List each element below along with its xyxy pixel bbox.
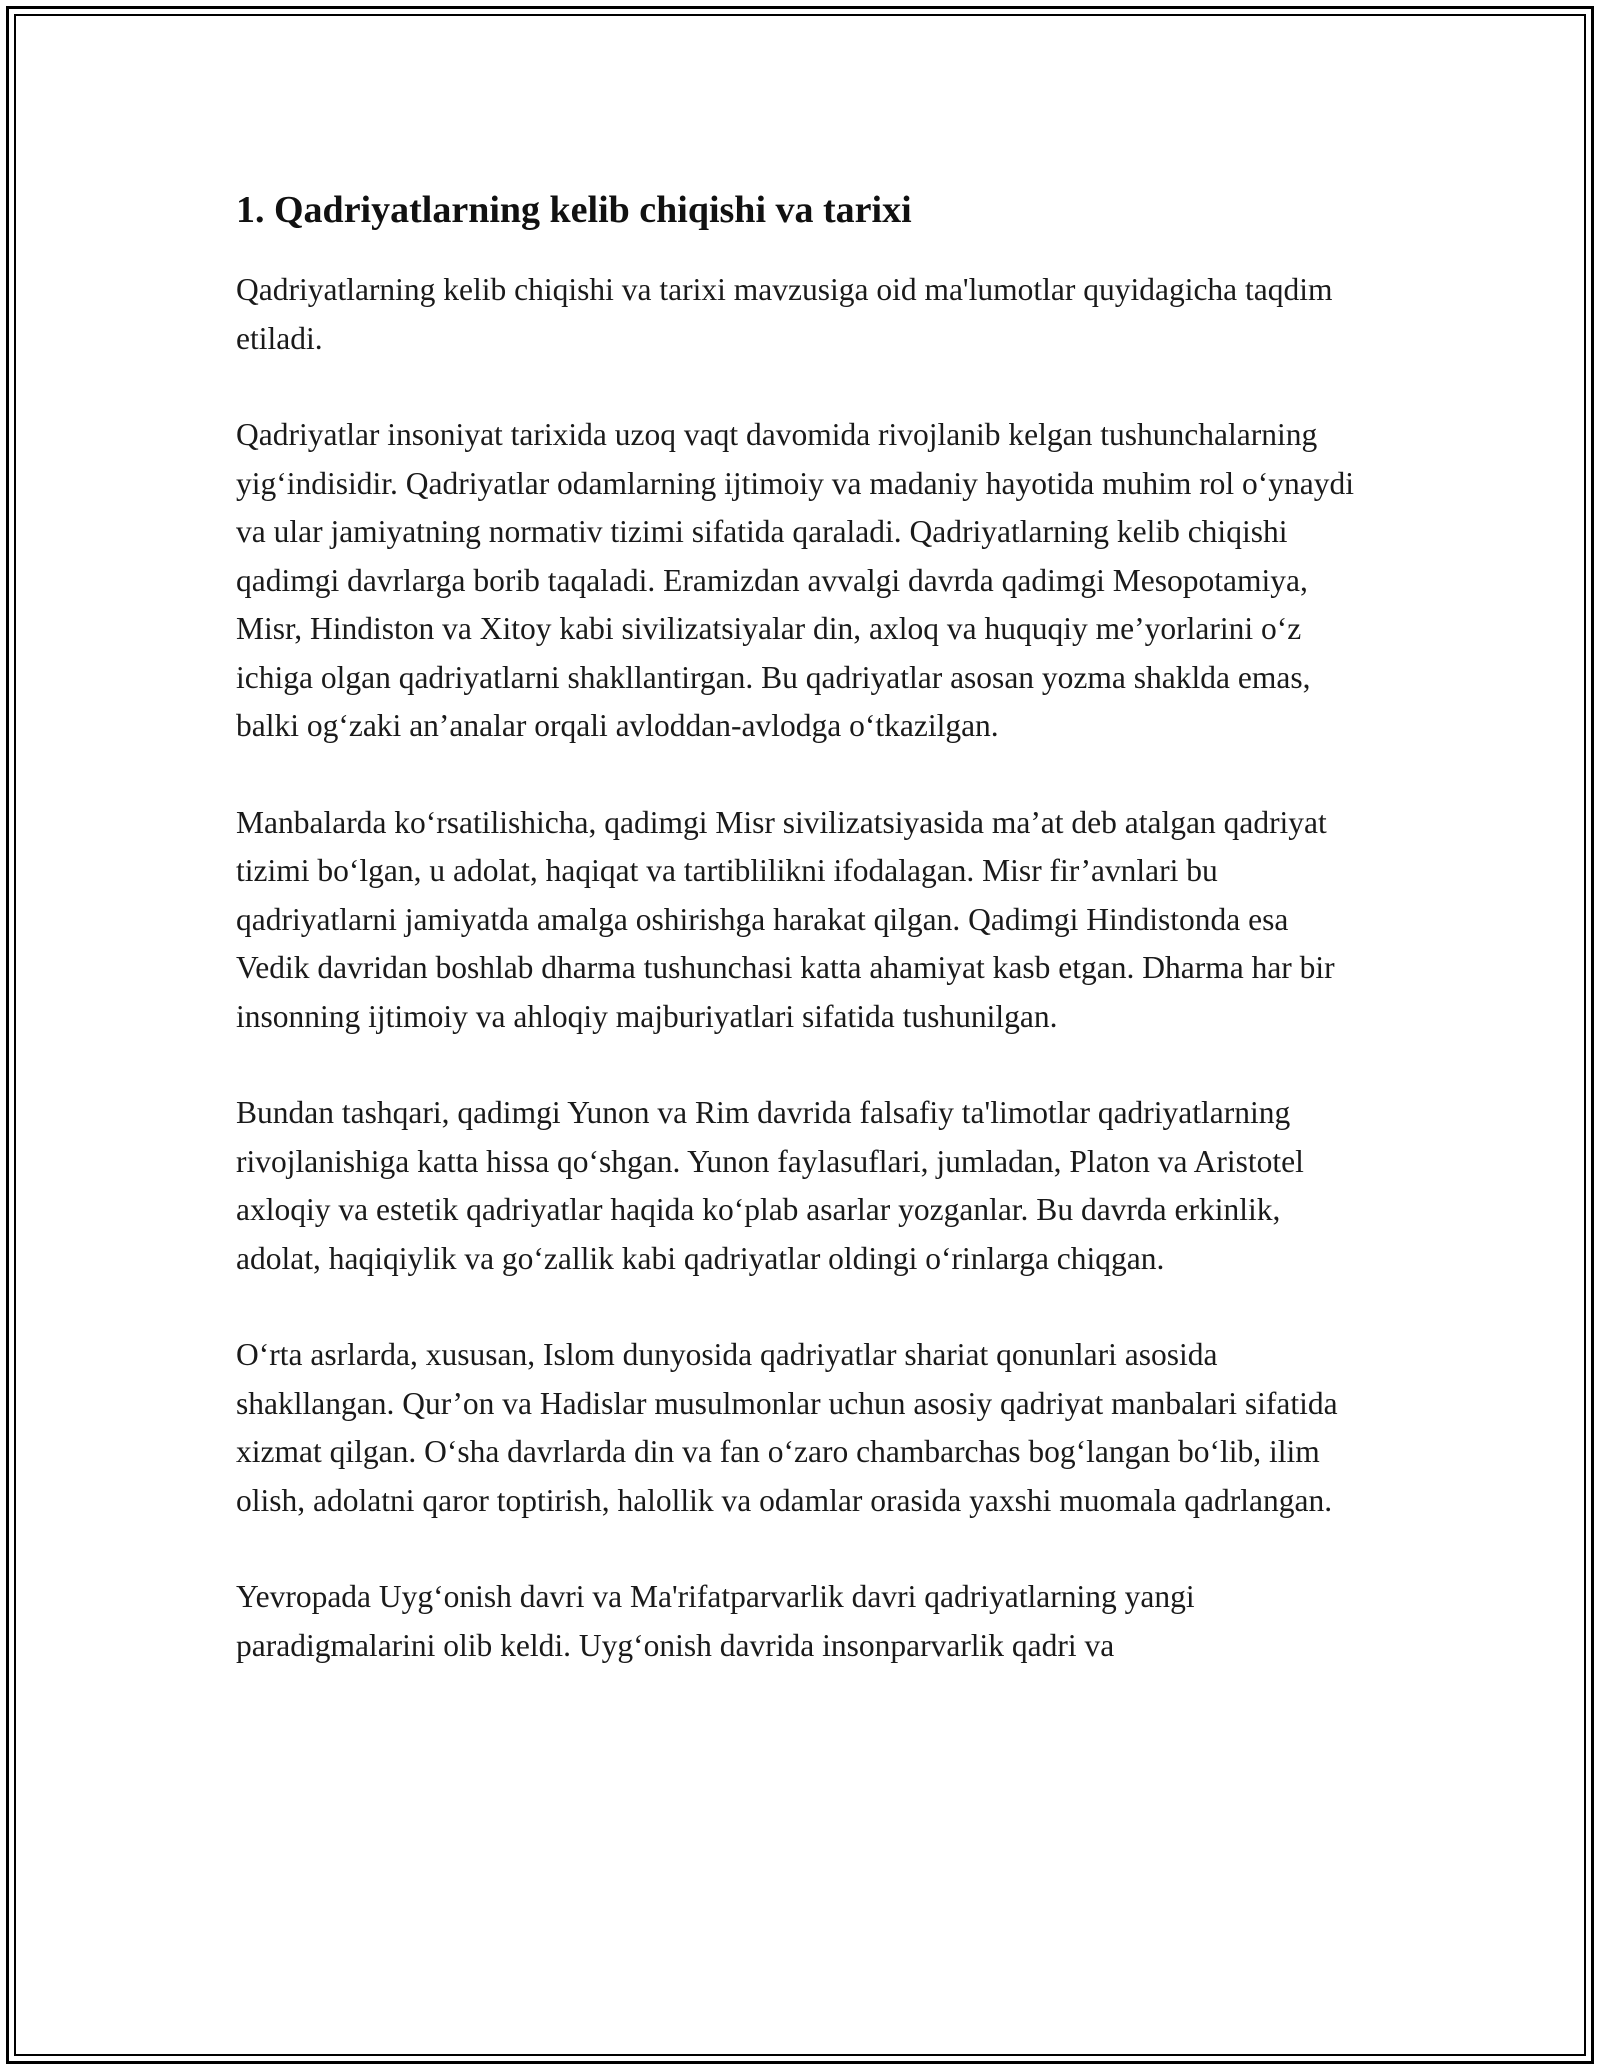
paragraph-europe: Yevropada Uyg‘onish davri va Ma'rifatparvarlik davri qadriyatlarning yangi paradigmalarini olib keldi. Uyg‘onish davrida insonparvarlik qadri va [236,1579,1195,1663]
paragraph-greece-rome: Bundan tashqari, qadimgi Yunon va Rim davrida falsafiy ta'limotlar qadriyatlarning rivojlanishiga katta hissa qo‘shgan. Yunon faylasuflari, jumladan, Platon va Aristotel axloqiy va estetik qadriyatlar haqida ko‘plab asarlar yozganlar. Bu davrda erkinlik, adolat, haqiqiylik va go‘zallik kabi qadriyatlar oldingi o‘rinlarga chiqgan. [236,1095,1304,1276]
paragraph-origins: Qadriyatlar insoniyat tarixida uzoq vaqt davomida rivojlanib kelgan tushunchalarning yig‘indisidir. Qadriyatlar odamlarning ijtimoiy va madaniy hayotida muhim rol o‘ynaydi va ular jamiyatning normativ tizimi sifatida qaraladi. Qadriyatlarning kelib chiqishi qadimgi davrlarga borib taqaladi. Eramizdan avvalgi davrda qadimgi Mesopotamiya, Misr, Hindiston va Xitoy kabi sivilizatsiyalar din, axloq va huquqiy me’yorlarini o‘z ichiga olgan qadriyatlarni shakllantirgan. Bu qadriyatlar asosan yozma shaklda emas, balki og‘zaki an’analar orqali avloddan-avlodga o‘tkazilgan. [236,417,1355,743]
paragraph-egypt-india: Manbalarda ko‘rsatilishicha, qadimgi Misr sivilizatsiyasida ma’at deb atalgan qadriyat tizimi bo‘lgan, u adolat, haqiqat va tartiblilikni ifodalagan. Misr fir’avnlari bu qadriyatlarni jamiyatda amalga oshirishga harakat qilgan. Qadimgi Hindistonda esa Vedik davridan boshlab dharma tushunchasi katta ahamiyat kasb etgan. Dharma har bir insonning ijtimoiy va ahloqiy majburiyatlari sifatida tushunilgan. [236,804,1335,1034]
document-body [236,184,1366,1718]
paragraph-middle-ages: O‘rta asrlarda, xususan, Islom dunyosida qadriyatlar shariat qonunlari asosida shakllangan. Qur’on va Hadislar musulmonlar uchun asosiy qadriyat manbalari sifatida xizmat qilgan. O‘sha davrlarda din va fan o‘zaro chambarchas bog‘langan bo‘lib, ilim olish, adolatni qaror toptirish, halollik va odamlar orasida yaxshi muomala qadrlangan. [236,1337,1338,1518]
section-heading: 1. Qadriyatlarning kelib chiqishi va tarixi [236,189,912,231]
paragraph-intro: Qadriyatlarning kelib chiqishi va tarixi mavzusiga oid ma'lumotlar quyidagicha taqdim etiladi. [236,272,1333,356]
